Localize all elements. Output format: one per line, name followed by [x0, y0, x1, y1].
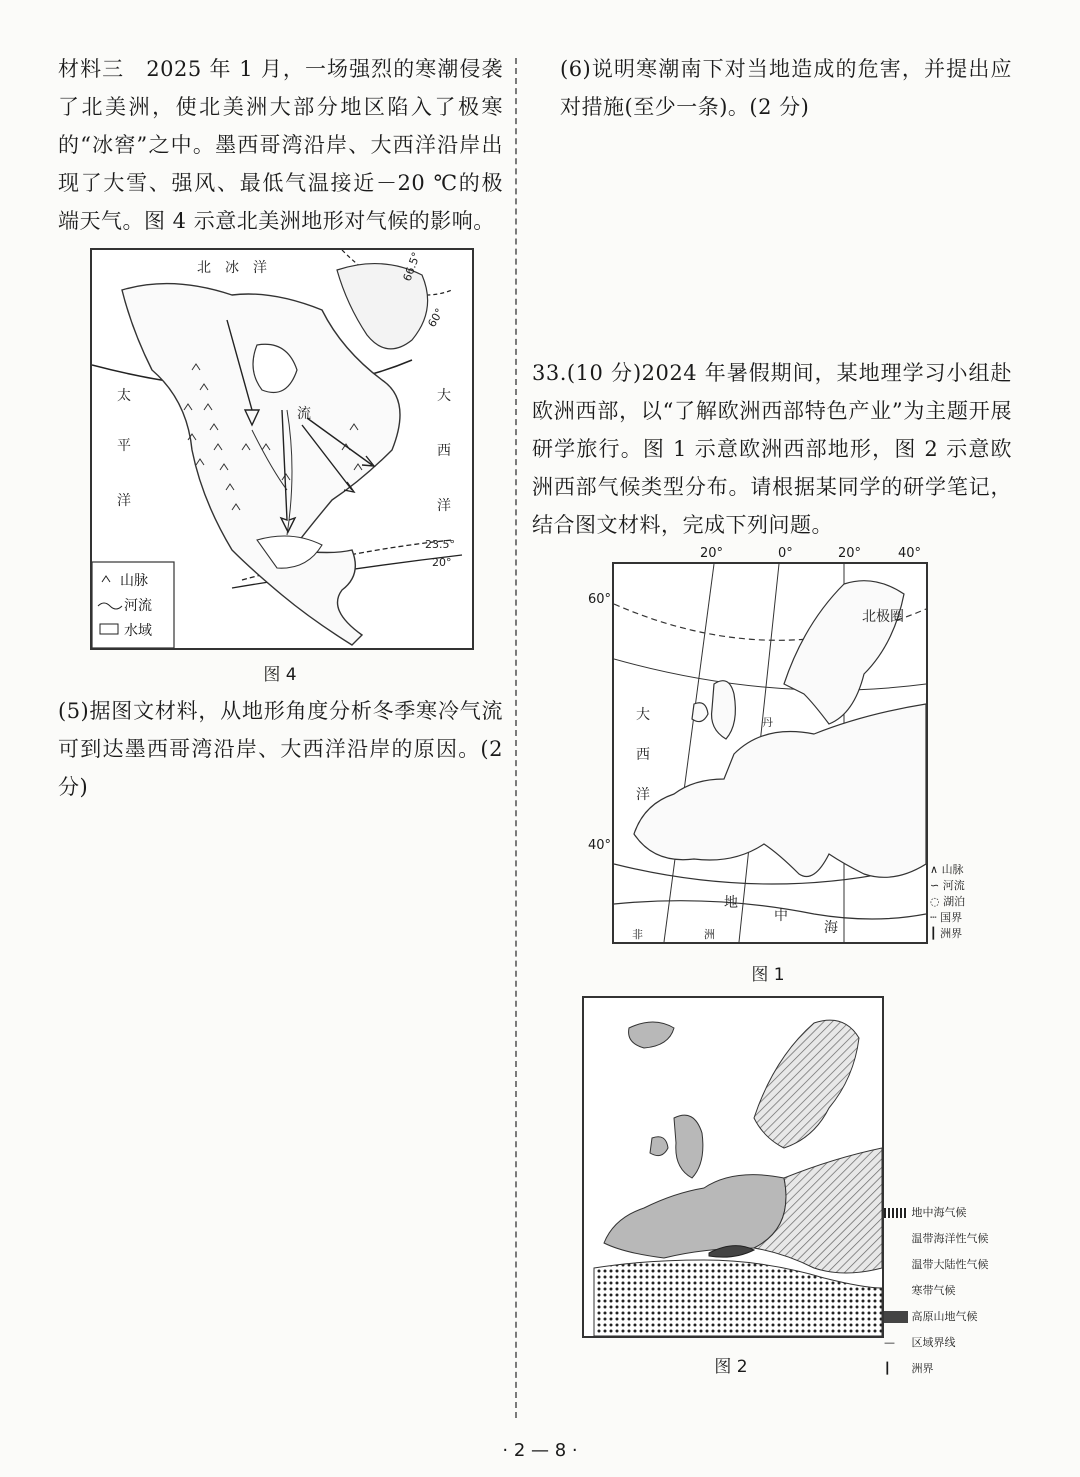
fig1-legend-border: ┄ 国界 — [930, 911, 963, 924]
label-lat-23-5: 23.5° — [425, 538, 455, 551]
tick-20e: 20° — [838, 546, 862, 561]
meridian-20w — [664, 564, 714, 942]
question-6 — [560, 50, 1012, 126]
material-three-text: 材料三 2025 年 1 月，一场强烈的寒潮侵袭了北美洲，使北美洲大部分地区陷入了极寒的“冰窖”之中。墨西哥湾沿岸、大西洋沿岸出现了大雪、强风、最低气温接近－20 ℃的极端天气。图 4 示意北美洲地形对气候的影响。 — [58, 57, 503, 233]
fig1-lat-60: 60° — [588, 592, 612, 607]
label-fig1-atlantic-2: 西 — [636, 747, 650, 763]
label-africa-1: 非 — [632, 928, 643, 941]
figure-2-caption: 图 2 — [714, 1357, 748, 1377]
lat-60-line — [614, 659, 926, 690]
label-africa-2: 洲 — [704, 928, 715, 941]
iceland-shape — [629, 1022, 674, 1048]
label-pacific-2: 平 — [117, 438, 131, 454]
fig1-legend-mountain: ∧ 山脉 — [930, 863, 964, 876]
fig1-legend-river: ∽ 河流 — [930, 879, 965, 892]
label-fig1-atlantic-1: 大 — [636, 707, 650, 723]
label-lat-60: 60° — [425, 306, 447, 330]
figure-4-north-america-map — [90, 248, 474, 650]
fig2-legend-continent-line: ┃ 洲界 — [884, 1362, 934, 1375]
figure-1-caption: 图 1 — [751, 965, 785, 985]
fig2-legend — [884, 1200, 989, 1382]
label-med-1: 地 — [724, 895, 738, 911]
figure-4-caption: 图 4 — [263, 665, 297, 685]
label-med-2: 中 — [774, 908, 788, 924]
fig1-legend-continent-line: ┃ 洲界 — [930, 927, 963, 940]
tick-40e: 40° — [898, 546, 922, 561]
question-5-text: (5)据图文材料，从地形角度分析冬季寒冷气流可到达墨西哥湾沿岸、大西洋沿岸的原因。(2 分) — [58, 699, 503, 799]
question-5 — [58, 692, 503, 806]
fig2-legend-cold: 寒带气候 — [911, 1284, 956, 1297]
label-arctic-circle: 北极圈 — [862, 609, 904, 625]
column-divider — [515, 58, 517, 1418]
fig2-legend-mediterranean: 地中海气候 — [884, 1200, 989, 1226]
ireland-oceanic-zone — [650, 1137, 668, 1156]
label-lat-66-5: 66.5° — [400, 250, 424, 284]
fig1-legend-lake: ◌ 湖泊 — [930, 895, 966, 908]
legend-water: 水域 — [124, 623, 152, 639]
label-fig1-atlantic-3: 洋 — [636, 787, 650, 803]
label-atlantic-2: 西 — [437, 443, 451, 459]
label-flow: 流 — [297, 406, 311, 422]
question-6-text: (6)说明寒潮南下对当地造成的危害，并提出应对措施(至少一条)。(2 分) — [560, 57, 1012, 119]
page-number: · 2 — 8 · — [502, 1440, 578, 1461]
label-med-3: 海 — [824, 920, 838, 936]
label-atlantic-1: 大 — [437, 388, 451, 404]
fig2-legend-alpine: 高原山地气候 — [884, 1304, 989, 1330]
britain-shape — [712, 681, 736, 739]
tick-0: 0° — [778, 546, 793, 561]
legend-river: 河流 — [124, 598, 152, 614]
label-arctic-ocean: 北 冰 洋 — [197, 260, 267, 276]
label-atlantic-3: 洋 — [437, 498, 451, 514]
fig2-legend-oceanic: 温带海洋性气候 — [911, 1232, 989, 1245]
scandinavia-shape — [784, 581, 904, 724]
label-pacific-1: 太 — [117, 388, 131, 404]
fig1-legend — [930, 862, 965, 942]
fig2-legend-continental: 温带大陆性气候 — [911, 1258, 989, 1271]
legend-water-symbol — [100, 624, 118, 634]
britain-oceanic-zone — [674, 1115, 703, 1178]
question-33-text: 33.(10 分)2024 年暑假期间，某地理学习小组赴欧洲西部，以“了解欧洲西部特色产业”为主题开展研学旅行。图 1 示意欧洲西部地形，图 2 示意欧洲西部气候类型分布。请根据某同学的研学笔记，结合图文材料，完成下列问题。 — [532, 361, 1012, 537]
figure-1-europe-terrain-map — [612, 562, 928, 944]
label-denmark: 丹 — [762, 716, 773, 729]
label-pacific-3: 洋 — [117, 493, 131, 509]
tick-20w: 20° — [700, 546, 724, 561]
legend-mountain: 山脉 — [120, 573, 148, 589]
fig2-legend-region-boundary: — 区域界线 — [884, 1336, 956, 1349]
mainland-europe-shape — [634, 704, 926, 877]
scandinavia-cold-zone — [754, 1020, 859, 1148]
question-33 — [532, 354, 1012, 544]
figure-2-climate-map — [582, 996, 884, 1338]
label-lat-20: 20° — [432, 556, 452, 569]
africa-coast — [614, 901, 926, 919]
left-column — [58, 50, 503, 240]
ireland-shape — [692, 703, 708, 722]
fig1-lat-40: 40° — [588, 838, 612, 853]
